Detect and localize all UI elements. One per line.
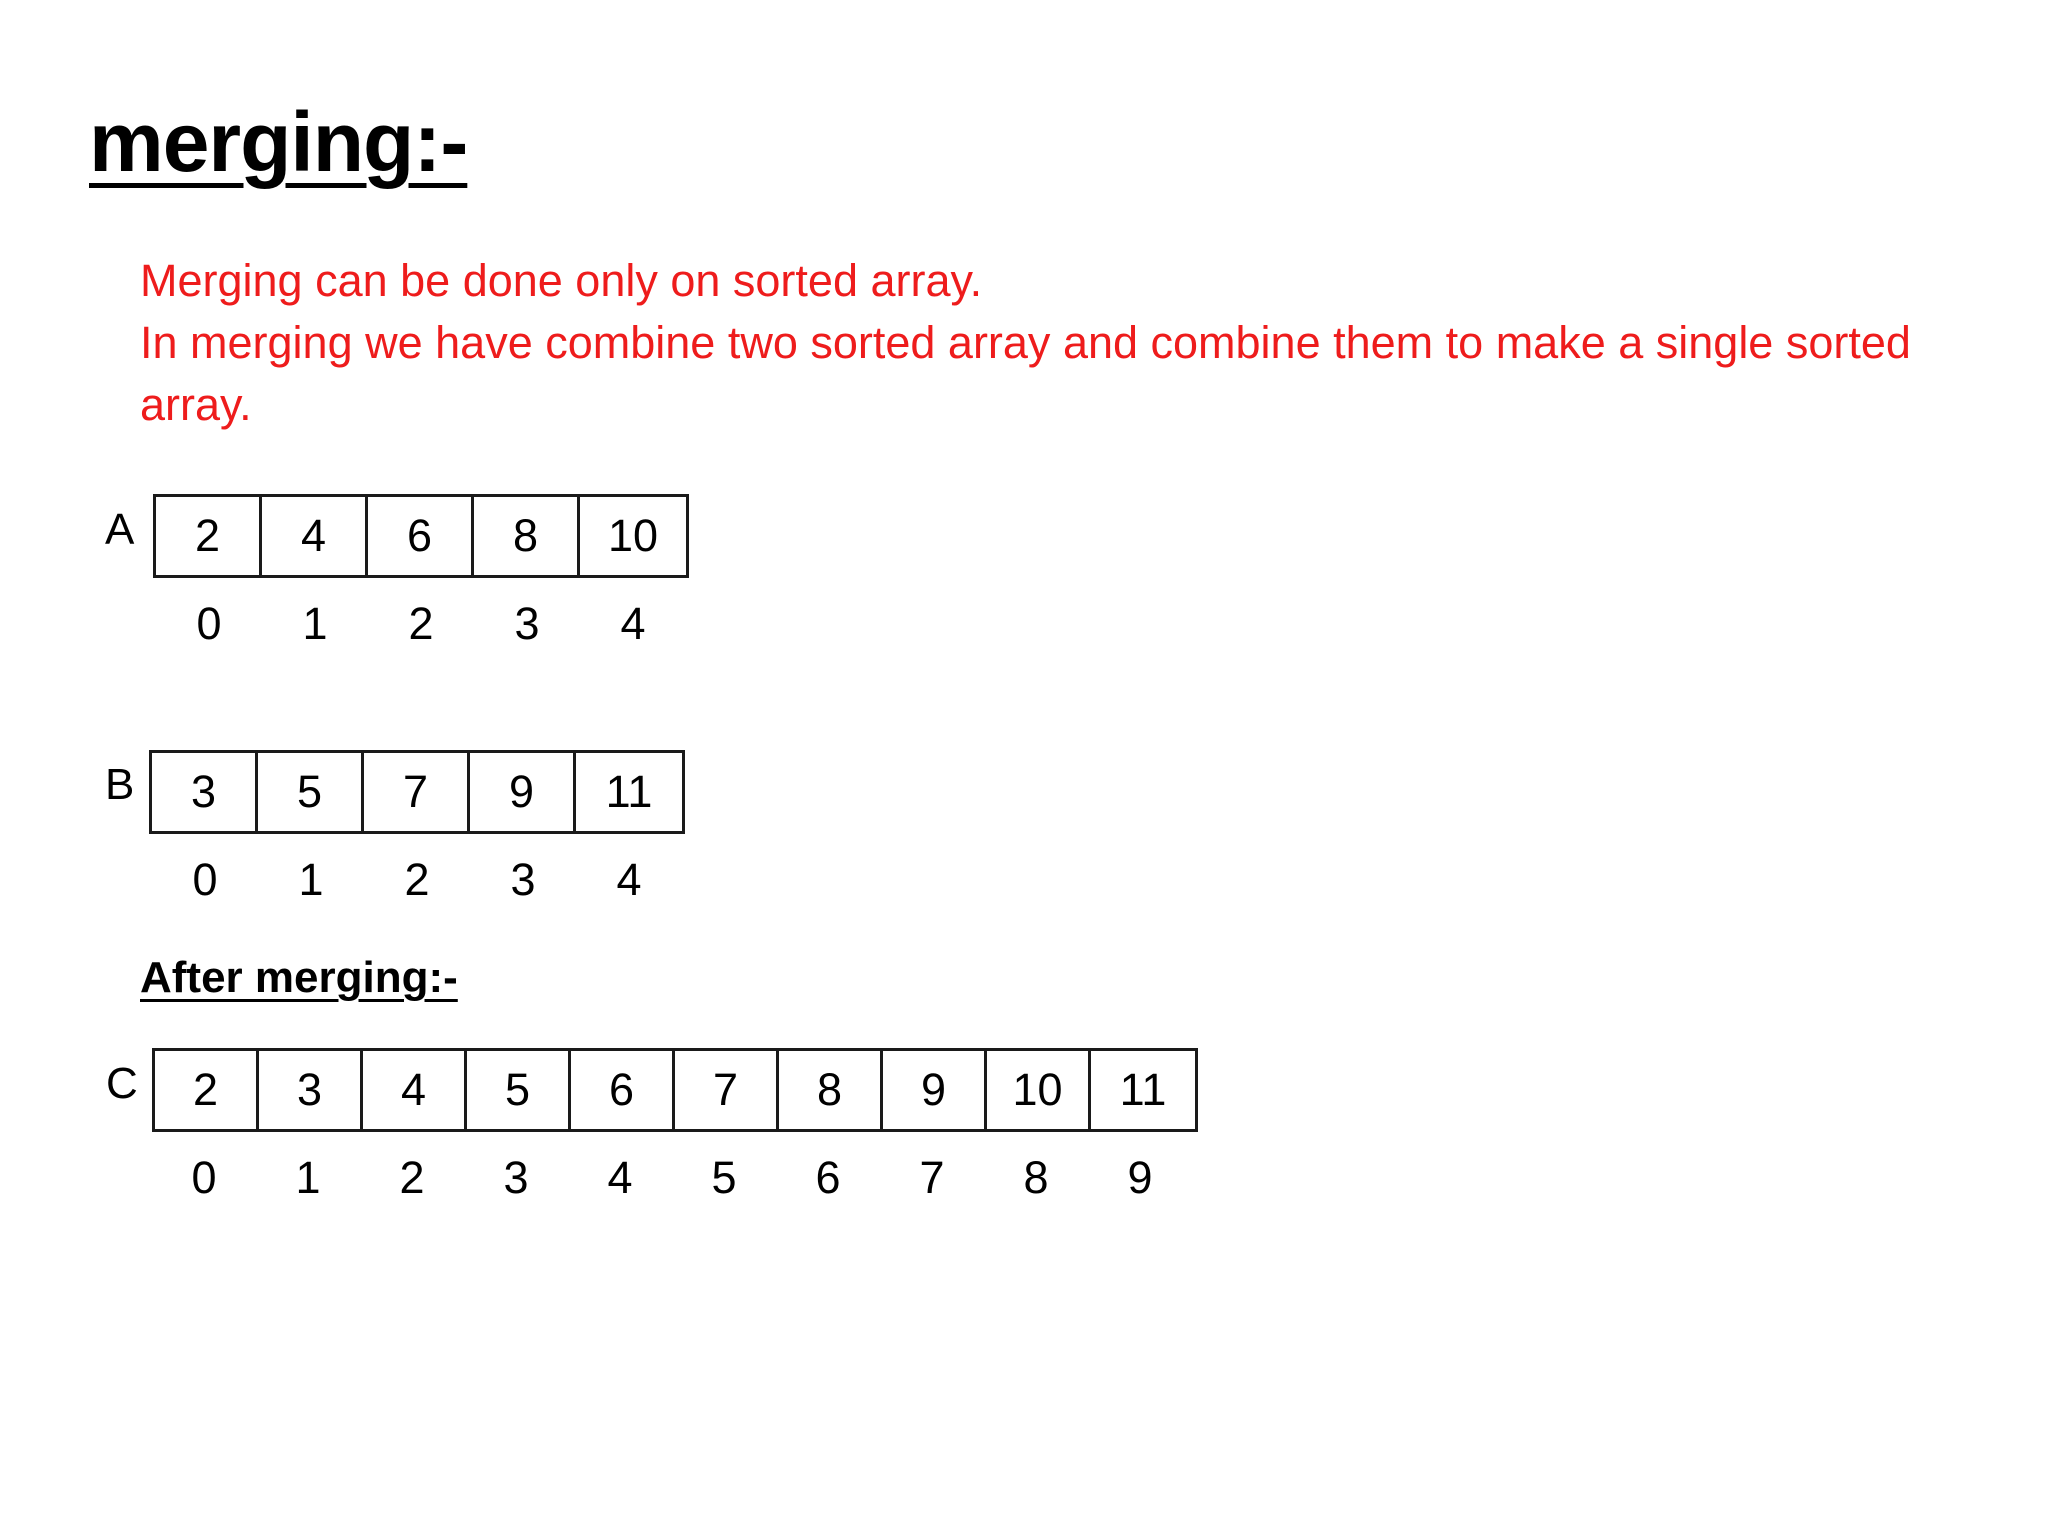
array-cell: 10 — [987, 1051, 1091, 1129]
array-index: 0 — [192, 854, 218, 905]
array-cell: 4 — [363, 1051, 467, 1129]
array-b — [149, 750, 685, 834]
array-index: 8 — [1023, 1152, 1049, 1203]
array-index: 0 — [191, 1152, 217, 1203]
array-cell: 2 — [156, 497, 262, 575]
array-cell: 5 — [258, 753, 364, 831]
array-cell: 6 — [368, 497, 474, 575]
array-index: 3 — [510, 854, 536, 905]
array-a-indices — [156, 598, 686, 649]
array-b-indices — [152, 854, 682, 905]
array-cell: 2 — [155, 1051, 259, 1129]
array-index: 7 — [919, 1152, 945, 1203]
array-cell: 9 — [883, 1051, 987, 1129]
array-c-label: C — [106, 1059, 138, 1108]
array-index: 1 — [298, 854, 324, 905]
array-cell: 11 — [1119, 1064, 1167, 1115]
array-a-label: A — [105, 505, 135, 554]
array-cell: 6 — [571, 1051, 675, 1129]
array-index: 1 — [302, 598, 328, 649]
array-cell: 3 — [152, 753, 258, 831]
array-cell: 7 — [675, 1051, 779, 1129]
array-b-label: B — [105, 760, 135, 809]
description — [140, 250, 1920, 436]
description-line: Merging can be done only on sorted array. — [140, 255, 983, 306]
array-index: 2 — [408, 598, 434, 649]
array-c-indices — [152, 1152, 1192, 1203]
description-line: In merging we have combine two sorted array and combine them to make a single sorted array. — [140, 317, 1911, 430]
array-index: 4 — [620, 598, 646, 649]
array-cell: 8 — [474, 497, 580, 575]
array-index: 0 — [196, 598, 222, 649]
array-cell: 5 — [467, 1051, 571, 1129]
array-cell: 11 — [605, 766, 653, 817]
array-index: 5 — [711, 1152, 737, 1203]
array-index: 9 — [1127, 1152, 1153, 1203]
array-index: 2 — [399, 1152, 425, 1203]
array-c — [152, 1048, 1198, 1132]
array-index: 6 — [815, 1152, 841, 1203]
array-cell: 8 — [779, 1051, 883, 1129]
array-index: 4 — [616, 854, 642, 905]
array-cell: 10 — [607, 510, 659, 561]
array-cell: 3 — [259, 1051, 363, 1129]
array-index: 2 — [404, 854, 430, 905]
array-a — [153, 494, 689, 578]
array-index: 4 — [607, 1152, 633, 1203]
array-index: 3 — [514, 598, 540, 649]
array-cell: 9 — [470, 753, 576, 831]
array-cell: 7 — [364, 753, 470, 831]
array-index: 1 — [295, 1152, 321, 1203]
array-index: 3 — [503, 1152, 529, 1203]
page-title: merging:- — [89, 95, 468, 189]
after-merging-heading: After merging:- — [140, 953, 458, 1002]
array-cell: 4 — [262, 497, 368, 575]
